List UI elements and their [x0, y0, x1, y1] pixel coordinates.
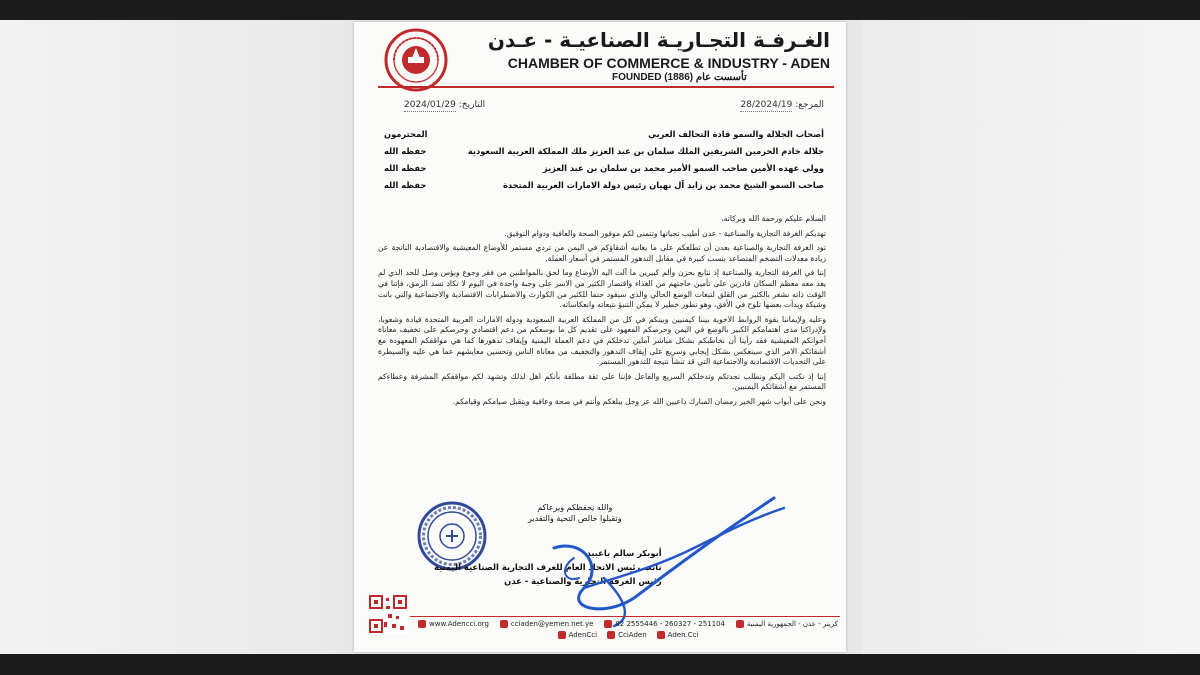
address-text: كريتر - عدن - الجمهورية اليمنية	[746, 620, 838, 628]
body-paragraph-3: إننا في الغرفة التجارية والصناعية إذ نتابع بحزن وألم كبيرين ما آلت اليه الأوضاع وما لحق بالمواطنين من فقر وجوع وبؤس وصل للحد الذي لم يعد معه معظم السكان قادرين على تأمين حاجتهم من الغذاء واقتصار الكثير من الاسر على وجبة واحدة في اليوم لا تكاد تسد الرمق، فإننا في الوقت ذاته نشعر بالكثير من القلق لتبعات الوضع الحالي والذي سيقود حتما للكثير من الكوارث والاضطرابات الاقتصادية والاجتماعية والتي باتت وشيكة وبدأت بعضها تلوح في الأفق، وهو تطور خطير لا يمكن التنبؤ بتبعاته وانعكاساته.	[378, 268, 826, 310]
phone-item	[604, 620, 725, 628]
org-name-arabic: الغـرفـة التجـاريـة الصناعيـة - عـدن	[487, 28, 830, 52]
signatory-title-2: رئيس الغرفة التجارية والصناعية - عدن	[504, 576, 662, 586]
addressee-row	[384, 143, 824, 160]
body-paragraph-4: وعليه ولإيماننا بقوة الروابط الاخوية بيننا كيمنيين وبينكم في كل من المملكة العربية السعودية ودولة الامارات العربية المتحدة قيادة وشعوبا، ولإدراكنا مدى اهتمامكم الكبير بالوضع في اليمن وحرصكم المعهود على تقديم كل ما بوسعكم من دعم اقتصادي وحرصكم على تخفيف معاناة أخوانكم المعيشية فقد رأينا أن نخاطبكم بشكل مباشر آملين تدخلكم في دعم العملة اليمنية وإيقاف تدهورها كما هي مواقفكم المعهودة مع أشقائكم الامر الذي سينعكس بشكل إيجابي وسريع على إيقاف التدهور والتخفيف من معاناة الناس وتحسين معايشهم عما هي عليه والسيطرة على التحديات الاقتصادية والاجتماعية التي قد تنشأ نتيجة للتدهور المستمر.	[378, 314, 826, 367]
top-letterbox-bar	[0, 0, 1200, 20]
social-item	[607, 631, 647, 639]
reference-value: 28/2024/19	[740, 100, 793, 110]
addressee-row	[384, 177, 824, 194]
social-icon	[657, 631, 665, 639]
phone-text: 02 2555446 - 260327 - 251104	[615, 620, 726, 628]
closing-line-2: وتقبلوا خالص التحية والتقدير	[528, 514, 622, 523]
letter-footer	[418, 620, 838, 639]
header-divider	[378, 86, 834, 88]
addressee-honorific: حفظه الله	[384, 146, 427, 156]
addressee-row	[384, 160, 824, 177]
address-item	[736, 620, 838, 628]
addressee-name: أصحاب الجلالة والسمو قادة التحالف العربي	[648, 129, 824, 139]
social-item	[657, 631, 699, 639]
addressee-block	[384, 126, 824, 194]
signatory-title-1: نائب رئيس الاتحاد العام للغرف التجارية الصناعية اليمنية	[434, 562, 662, 572]
body-paragraph-2: تود الغرفة التجارية والصناعية بعدن أن تطلعكم على ما يعانيه أشقاؤكم في اليمن من تردي مستمر للأوضاع المعيشية والاقتصادية الناتجة عن زيادة معدلات التضخم المتصاعد بنسب كبيرة في مقابل التدهور المستمر في أسعار العملة.	[378, 243, 826, 263]
social-icon	[558, 631, 566, 639]
social-handle: AdenCci	[568, 631, 598, 639]
footer-divider	[410, 616, 840, 617]
addressee-honorific: حفظه الله	[384, 180, 427, 190]
body-paragraph-5: إننا إذ نكتب اليكم ونطلب نجدتكم وتدخلكم السريع والفاعل فإننا على ثقة مطلقة بأنكم اهل لذلك وتشهد لكم مواقفكم المشرفة وعطاءكم المستمر مع أشقائكم اليمنيين.	[378, 371, 826, 392]
globe-icon	[418, 620, 426, 628]
addressee-honorific: حفظه الله	[384, 163, 427, 173]
date-field	[404, 100, 485, 110]
social-handle: CciAden	[618, 631, 647, 639]
background-left	[0, 20, 340, 654]
website-text: www.Adencci.org	[429, 620, 489, 628]
addressee-name: صاحب السمو الشيخ محمد بن زايد آل نهيان رئيس دولة الامارات العربية المتحدة	[502, 180, 824, 190]
email-icon	[500, 620, 508, 628]
qr-code-icon	[368, 594, 408, 634]
date-value: 2024/01/29	[404, 100, 456, 110]
addressee-row	[384, 126, 824, 143]
closing-line-1: والله يحفظكم ويرعاكم	[537, 503, 613, 512]
founded-year: FOUNDED (1886) تأسست عام	[612, 72, 747, 83]
letter-page	[354, 22, 846, 652]
background-right	[862, 20, 1200, 654]
reference-field	[740, 100, 824, 110]
location-icon	[736, 620, 744, 628]
letter-body	[378, 214, 826, 412]
addressee-name: وولي عهده الأمين صاحب السمو الأمير محمد بن سلمان بن عبد العزيز	[542, 163, 824, 173]
social-item	[558, 631, 598, 639]
addressee-name: جلالة خادم الحرمين الشريفين الملك سلمان بن عبد العزيز ملك المملكة العربية السعودية	[467, 146, 824, 156]
social-icon	[607, 631, 615, 639]
body-paragraph-1: تهديكم الغرفة التجارية والصناعية - عدن أطيب تحياتها وتتمنى لكم موفور الصحة والعافية ودوام التوفيق.	[504, 228, 826, 238]
bottom-letterbox-bar	[0, 654, 1200, 675]
greeting: السلام عليكم ورحمة الله وبركاته،	[721, 214, 826, 223]
website-item	[418, 620, 489, 628]
signatory-block	[434, 546, 662, 588]
email-text: cciaden@yemen.net.ye	[510, 620, 594, 628]
social-handle: Aden.Cci	[667, 631, 699, 639]
org-name-english: CHAMBER OF COMMERCE & INDUSTRY - ADEN	[507, 55, 830, 71]
phone-icon	[604, 620, 612, 628]
closing-block	[528, 502, 622, 524]
reference-label: المرجع:	[795, 100, 824, 110]
chamber-logo-icon	[384, 28, 448, 92]
email-item	[500, 620, 594, 628]
signatory-name: أبوبكر سالم باعبيد	[586, 548, 662, 558]
addressee-honorific: المحترمون	[384, 129, 428, 139]
date-label: التاريخ:	[458, 100, 486, 110]
body-paragraph-6: ونحن على أبواب شهر الخير رمضان المبارك داعيين الله عز وجل يبلغكم وأنتم في صحة وعافية ويتقبل صيامكم وقيامكم.	[452, 396, 826, 406]
